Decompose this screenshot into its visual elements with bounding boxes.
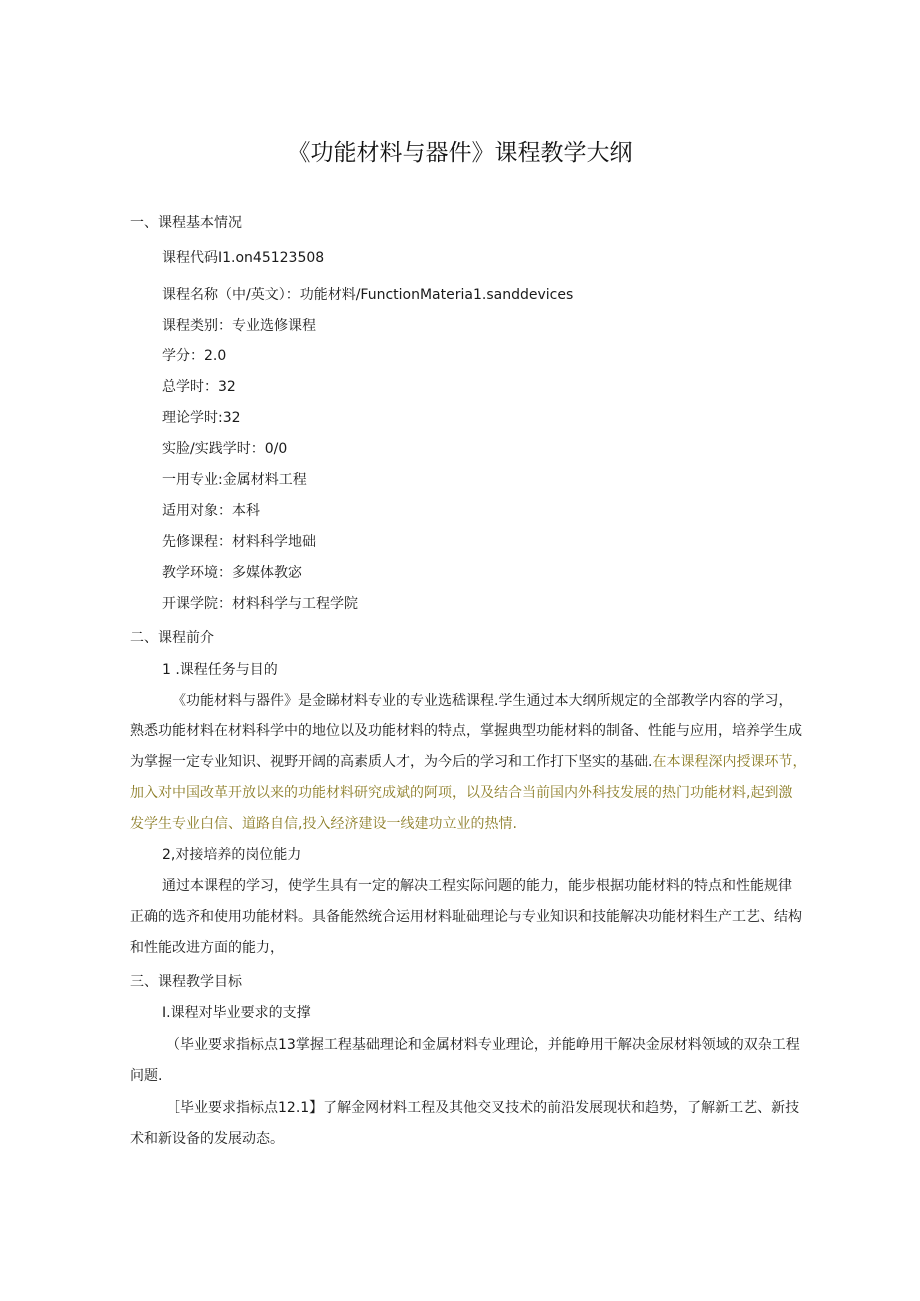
offering-college: 开课学院：材料科学与工程学院 [162, 596, 358, 612]
section2-heading: 二、课程前介 [130, 630, 214, 646]
applicable-major: 一用专业:金属材料工程 [162, 472, 307, 488]
paragraph-line: 通过本课程的学习，使学生具有一定的解决工程实际问题的能力，能步根据功能材料的特点和性能规律 [162, 878, 792, 894]
paragraph-line: 和性能改进方面的能力， [130, 940, 284, 956]
course-credits: 学分：2.0 [162, 348, 227, 364]
section2-sub2: 2,对接培养的岗位能力 [162, 847, 302, 863]
paragraph-line: 问题. [130, 1068, 163, 1084]
section1-heading: 一、课程基本情况 [130, 215, 242, 231]
highlighted-line: 发学生专业白信、道路自信,投入经济建设一线建功立业的热情. [130, 816, 517, 832]
lab-hours: 实脸/实践学时：0/0 [162, 441, 288, 457]
paragraph-line: 正确的选齐和使用功能材料。具备能然统合运用材料耻础理论与专业知识和技能解决功能材料生产工艺、结构 [130, 909, 802, 925]
teaching-environment: 教学环境：多媒体教宓 [162, 565, 302, 581]
section3-heading: 三、课程教学目标 [130, 974, 242, 990]
section2-sub1: 1 .课程任务与目的 [162, 662, 278, 678]
paragraph-line: 《功能材料与器件》是金睇材料专业的专业选嵇课程.学生通过本大纲所规定的全部教学内容的学习， [172, 693, 793, 709]
paragraph-line: 术和新设备的发展动态。 [130, 1131, 284, 1147]
course-category: 课程类别：专业选修课程 [162, 318, 316, 334]
paragraph-line: ［毕业要求指标点12.1】了解金网材料工程及其他交叉技术的前沿发展现状和趋势，了解新工艺、新技 [166, 1100, 800, 1116]
prerequisite-course: 先修课程：材料科学地础 [162, 534, 316, 550]
highlighted-line: 加入对中国改革开放以来的功能材料研究成斌的阿项，以及结合当前国内外科技发展的热门功能材料,起到激 [130, 785, 793, 801]
section3-sub1: I.课程对毕业要求的支撑 [162, 1005, 311, 1021]
highlighted-text: 在本课程深内授课环节， [652, 754, 807, 770]
course-code: 课程代码I1.on45123508 [162, 250, 325, 266]
total-hours: 总学时：32 [162, 379, 236, 395]
applicable-audience: 适用对象：本科 [162, 503, 260, 519]
paragraph-text: 为掌握一定专业知识、视野开阔的高素质人才，为今后的学习和工作打下坚实的基础. [130, 754, 653, 770]
theory-hours: 理论学时:32 [162, 410, 241, 426]
document-title: 《功能材料与器件》课程教学大纲 [287, 140, 633, 166]
course-name: 课程名称（中/英文）：功能材料/FunctionMateria1.sanddevices [162, 287, 574, 303]
paragraph-line [130, 752, 806, 772]
paragraph-line: 熟悉功能材料在材料科学中的地位以及功能材料的特点，掌握典型功能材料的制备、性能与应用，培养学生成 [130, 723, 802, 739]
paragraph-line: （毕业要求指标点13掌握工程基础理论和金属材料专业理论，并能峥用干解决金尿材料领域的双杂工程 [166, 1037, 800, 1053]
